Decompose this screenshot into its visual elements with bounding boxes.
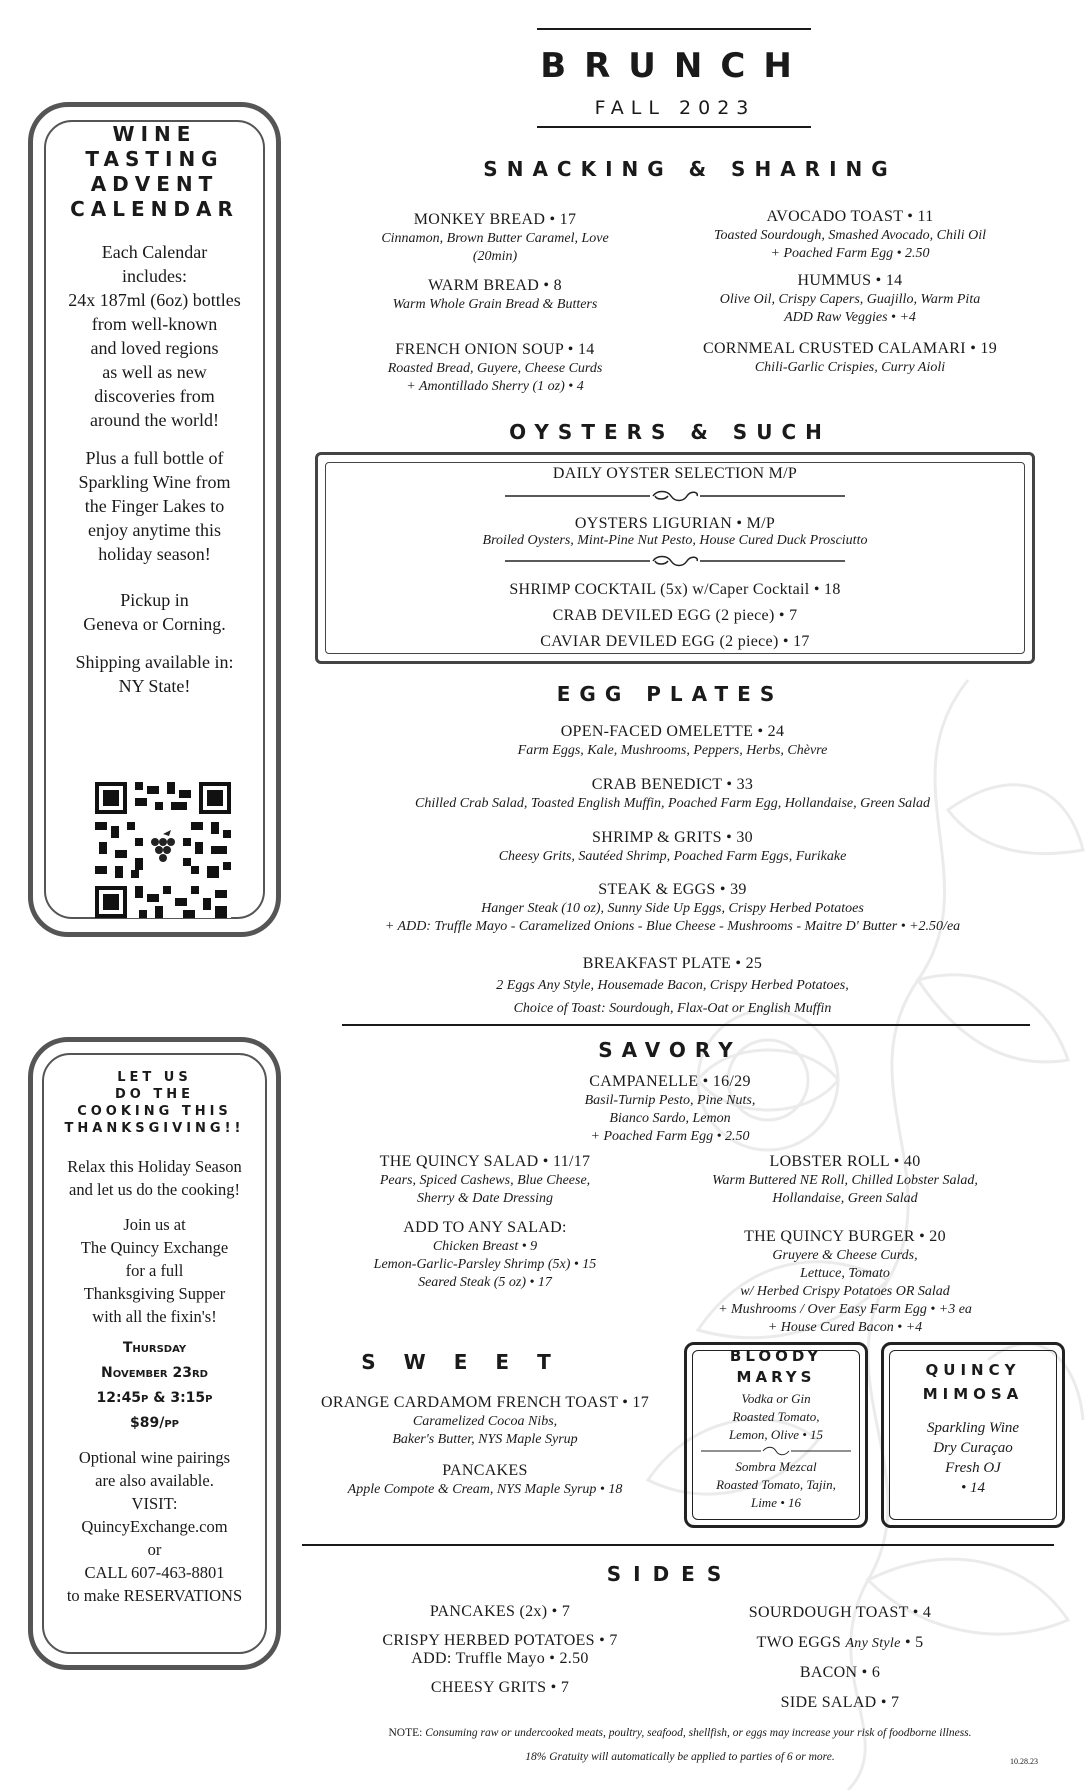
phone-link[interactable]: CALL 607-463-8801 [84,1563,225,1582]
swirl-divider [505,555,845,567]
oysters-caviar-deviled-egg: CAVIAR DEVILED EGG (2 piece) • 17 [540,633,810,650]
sides-right-column: SOURDOUGH TOAST • 4 TWO EGGS Any Style • 5 BACON • 6 SIDE SALAD • 7 [690,1603,990,1713]
oysters-daily: DAILY OYSTER SELECTION M/P [552,465,798,482]
thanksgiving-reservations: Optional wine pairings are also available. VISIT: QuincyExchange.com or CALL 607-463-8801 to make RESERVATIONS [44,1446,265,1607]
qr-code[interactable] [95,782,231,918]
section-title-egg-plates: EGG PLATES [556,682,784,706]
wine-advent-shipping: Shipping available in: NY State! [75,652,234,696]
page-subtitle: FALL 2023 [594,97,756,119]
menu-item: SHRIMP & GRITS • 30 Cheesy Grits, Sautéed Shrimp, Poached Farm Eggs, Furikake [498,829,847,864]
menu-item: BREAKFAST PLATE • 25 2 Eggs Any Style, Housemade Bacon, Crispy Herbed Potatoes, Choice of Toast: Sourdough, Flax-Oat or English Muffin [496,955,849,1016]
swirl-divider [701,1446,851,1456]
section-title-snacking: SNACKING & SHARING [483,157,897,181]
sides-left-column: PANCAKES (2x) • 7 CRISPY HERBED POTATOES • 7 ADD: Truffle Mayo • 2.50 CHEESY GRITS • 7 [340,1602,660,1698]
thanksgiving-join: Join us at The Quincy Exchange for a full Thanksgiving Supper with all the fixin's! [80,1215,229,1326]
menu-item: HUMMUS • 14 Olive Oil, Crispy Capers, Guajillo, Warm Pita ADD Raw Veggies • +4 [719,272,981,325]
menu-item: CRISPY HERBED POTATOES • 7 ADD: Truffle Mayo • 2.50 [382,1632,618,1667]
mimosa-desc: Sparkling Wine Dry Curaçao Fresh OJ • 14 [926,1420,1020,1496]
menu-item: PANCAKES Apple Compote & Cream, NYS Maple Syrup • 18 [347,1462,623,1497]
oysters-crab-deviled-egg: CRAB DEVILED EGG (2 piece) • 7 [552,607,798,624]
bloody-marys-content [694,1346,858,1512]
page-title: BRUNCH [540,46,810,86]
swirl-divider [505,490,845,502]
bloody-mary-classic: Vodka or Gin Roasted Tomato, Lemon, Olive • 15 [728,1391,824,1442]
menu-item: OPEN-FACED OMELETTE • 24 Farm Eggs, Kale, Mushrooms, Peppers, Herbs, Chèvre [517,723,828,758]
wine-advent-includes: Each Calendar includes: 24x 187ml (6oz) bottles from well-known and loved regions as well as new discoveries from around the world! [68,242,241,430]
header-bottom-rule [537,126,811,128]
wine-advent-pickup: Pickup in Geneva or Corning. [83,590,226,634]
website-link[interactable]: QuincyExchange.com [81,1517,228,1536]
oysters-shrimp-cocktail: SHRIMP COCKTAIL (5x) w/Caper Cocktail • 18 [509,581,841,598]
food-safety-note: NOTE: Consuming raw or undercooked meats, poultry, seafood, shellfish, or eggs may increase your risk of foodborne illness. [388,1727,972,1739]
section-title-sweet: SWEET [361,1350,579,1374]
thanksgiving-title: LET US DO THE COOKING THIS THANKSGIVING!! [64,1070,245,1136]
section-title-sides: SIDES [606,1562,734,1586]
wine-advent-title: WINE TASTING ADVENT CALENDAR [70,122,239,221]
section-title-savory: SAVORY [598,1038,742,1062]
wine-advent-sparkling: Plus a full bottle of Sparkling Wine from the Finger Lakes to enjoy anytime this holiday season! [78,448,231,564]
savory-left-column [320,1152,650,1292]
menu-item: THE QUINCY BURGER • 20 Gruyere & Cheese Curds, Lettuce, Tomato w/ Herbed Crispy Potatoes OR Salad + Mushrooms / Over Easy Farm Egg • +3 ea + House Cured Bacon • +4 [718,1228,972,1335]
savory-campanelle: CAMPANELLE • 16/29 Basil-Turnip Pesto, Pine Nuts, Bianco Sardo, Lemon + Poached Farm Egg • 2.50 [584,1073,756,1144]
menu-item: FRENCH ONION SOUP • 14 Roasted Bread, Guyere, Cheese Curds + Amontillado Sherry (1 oz) • 4 [387,341,603,394]
menu-item: STEAK & EGGS • 39 Hanger Steak (10 oz), Sunny Side Up Eggs, Crispy Herbed Potatoes + ADD: Truffle Mayo - Caramelized Onions - Blue Cheese - Mushrooms - Maitre D' Butter • +2.50/ea [384,881,961,934]
menu-item: ORANGE CARDAMOM FRENCH TOAST • 17 Caramelized Cocoa Nibs, Baker's Butter, NYS Maple Syrup [321,1394,649,1447]
snacking-right-column [670,207,1030,377]
menu-item: AVOCADO TOAST • 11 Toasted Sourdough, Smashed Avocado, Chili Oil + Poached Farm Egg • 2.50 [713,208,987,261]
bloody-mary-mezcal: Sombra Mezcal Roasted Tomato, Tajin, Lime • 16 [716,1459,836,1510]
side-two-eggs: TWO EGGS Any Style • 5 [756,1634,924,1651]
thanksgiving-content [44,1069,265,1607]
menu-item: WARM BREAD • 8 Warm Whole Grain Bread & Butters [392,277,598,312]
sweet-list [295,1393,675,1499]
mimosa-title: QUINCY MIMOSA [922,1361,1024,1403]
thanksgiving-event-details: Thursday November 23rd 12:45p & 3:15p $89/pp [96,1340,213,1431]
thanksgiving-relax: Relax this Holiday Season and let us do the cooking! [67,1157,242,1199]
menu-item: ADD TO ANY SALAD: Chicken Breast • 9 Lemon-Garlic-Parsley Shrimp (5x) • 15 Seared Steak (5 oz) • 17 [373,1219,597,1290]
section-title-oysters: OYSTERS & SUCH [509,420,831,444]
gratuity-note: 18% Gratuity will automatically be applied to parties of 6 or more. [525,1751,835,1763]
menu-item: THE QUINCY SALAD • 11/17 Pears, Spiced Cashews, Blue Cheese, Sherry & Date Dressing [379,1153,591,1206]
menu-item: CRAB BENEDICT • 33 Chilled Crab Salad, Toasted English Muffin, Poached Farm Egg, Hollandaise, Green Salad [415,776,930,811]
snacking-left-column [335,210,655,396]
oysters-ligurian-desc: Broiled Oysters, Mint-Pine Nut Pesto, House Cured Duck Prosciutto [482,533,868,548]
savory-right-column [655,1152,1035,1337]
menu-item: CORNMEAL CRUSTED CALAMARI • 19 Chili-Garlic Crispies, Curry Aioli [702,340,998,375]
bloody-marys-title: BLOODY MARYS [729,1347,823,1386]
header-top-rule [537,28,811,30]
menu-item: MONKEY BREAD • 17 Cinnamon, Brown Butter Caramel, Love (20min) [381,211,609,264]
section-divider [302,1544,1054,1546]
menu-date: 10.28.23 [1010,1757,1038,1766]
section-divider [342,1024,1030,1026]
egg-plates-list [300,722,1045,1020]
oysters-ligurian-name: OYSTERS LIGURIAN • M/P [574,515,776,532]
menu-item: LOBSTER ROLL • 40 Warm Buttered NE Roll, Chilled Lobster Salad, Hollandaise, Green Salad [712,1153,978,1206]
wine-advent-content [48,122,261,698]
mimosa-content [891,1358,1055,1498]
